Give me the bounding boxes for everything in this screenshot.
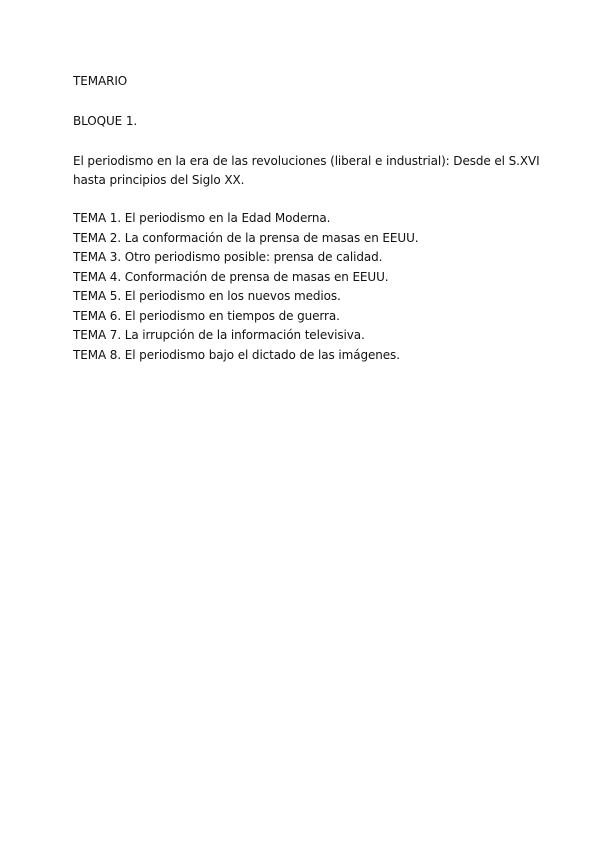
topic-list [73,209,418,365]
topic-item: TEMA 6. El periodismo en tiempos de guerra. [73,308,340,323]
topic-item: TEMA 1. El periodismo en la Edad Moderna. [73,211,331,225]
block-description: El periodismo en la era de las revoluciones (liberal e industrial): Desde el S.XVI hasta principios del Siglo XX. [73,154,540,187]
topic-item: TEMA 2. La conformación de la prensa de masas en EEUU. [73,230,419,245]
block-heading: BLOQUE 1. [73,114,138,128]
document-title: TEMARIO [73,74,128,88]
topic-item: TEMA 7. La irrupción de la información televisiva. [73,328,365,342]
topic-item: TEMA 3. Otro periodismo posible: prensa de calidad. [73,250,383,264]
topic-item: TEMA 4. Conformación de prensa de masas en EEUU. [73,269,389,284]
topic-item: TEMA 8. El periodismo bajo el dictado de las imágenes. [73,347,400,362]
topic-item: TEMA 5. El periodismo en los nuevos medios. [73,289,341,303]
